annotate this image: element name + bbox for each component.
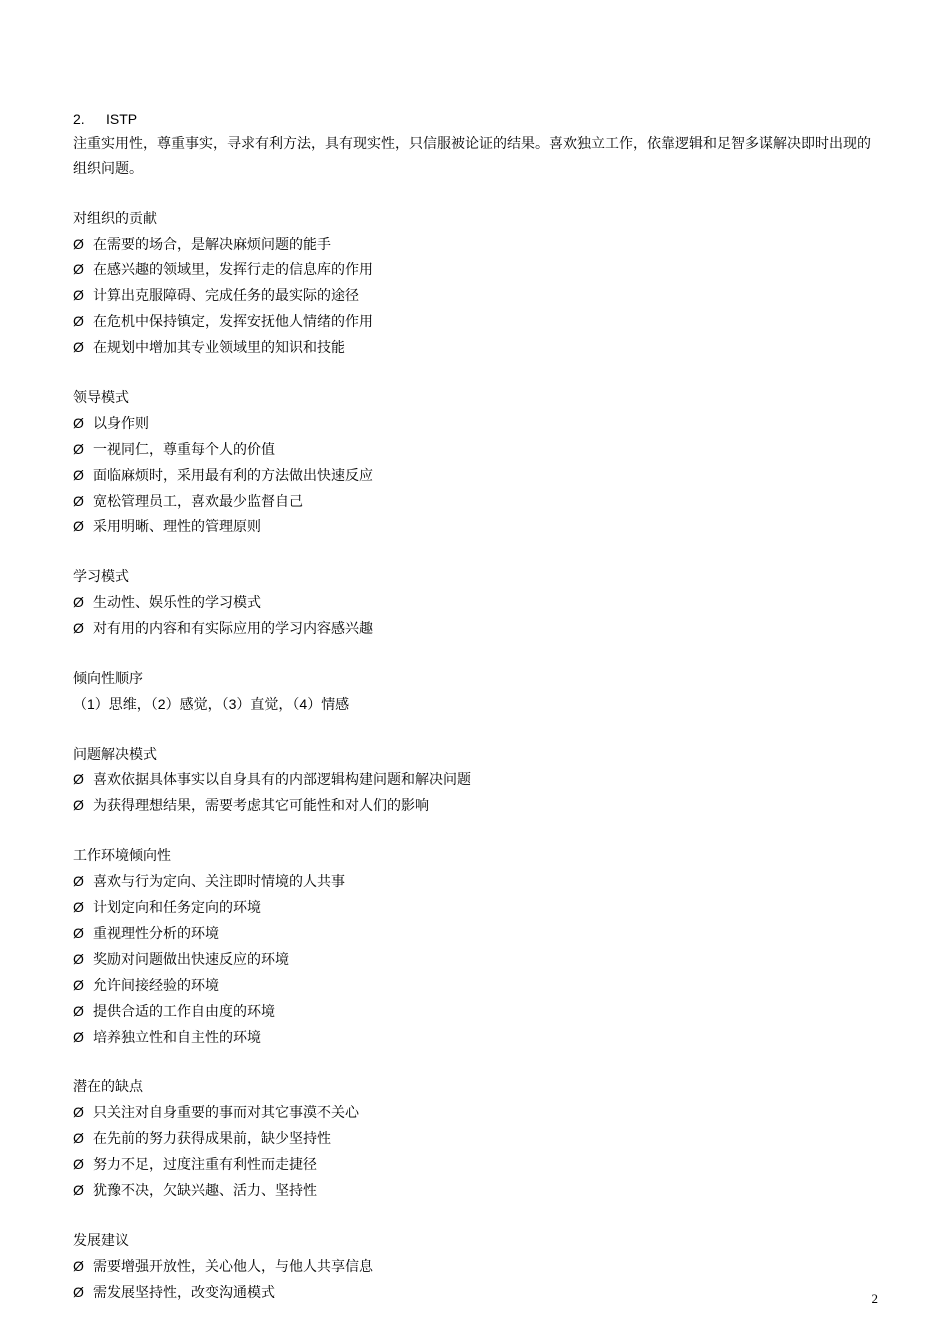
list-item [73,514,881,540]
section-block [73,207,881,361]
section-block [73,743,881,820]
list-item [73,793,881,819]
list-item-text: 在先前的努力获得成果前，缺少坚持性 [93,1131,331,1148]
list-item-text: 计算出克服障碍、完成任务的最实际的途径 [93,288,359,305]
bullet-mark-icon: Ø [73,797,84,814]
list-item-text: 喜欢依据具体事实以自身具有的内部逻辑构建问题和解决问题 [93,772,471,789]
bullet-mark-icon: Ø [73,261,84,278]
list-item-text: 在感兴趣的领域里，发挥行走的信息库的作用 [93,262,373,279]
list-item [73,616,881,642]
section-title: 问题解决模式 [73,746,157,763]
preference-label: 情感 [321,696,350,713]
bullet-mark-icon: Ø [73,440,84,457]
list-item-text: 需要增强开放性，关心他人，与他人共享信息 [93,1258,373,1275]
section-title: 发展建议 [73,1232,129,1249]
section-title: 潜在的缺点 [73,1079,143,1096]
preference-order: （1）思维，（2）感觉，（3）直觉，（4）情感 [73,695,350,713]
list-item [73,232,881,258]
list-item [73,1254,881,1280]
list-item [73,767,881,793]
section-title: 倾向性顺序 [73,670,143,687]
preference-number: 1 [87,695,95,712]
bullet-mark-icon: Ø [73,950,84,967]
preference-number: 3 [228,695,237,712]
list-item-text: 努力不足，过度注重有利性而走捷径 [93,1157,317,1174]
heading-title: ISTP [106,111,138,127]
preference-label: 直觉 [250,696,279,713]
list-item-text: 为获得理想结果，需要考虑其它可能性和对人们的影响 [93,798,429,815]
list-item [73,411,881,437]
list-item [73,895,881,921]
section-block [73,1229,881,1306]
page-number: 2 [871,1291,878,1306]
list-item [73,283,881,309]
list-item-text: 喜欢与行为定向、关注即时情境的人共事 [93,874,345,891]
preference-number: 4 [299,695,308,712]
list-item [73,921,881,947]
bullet-mark-icon: Ø [73,414,84,431]
bullet-mark-icon: Ø [73,924,84,941]
list-item [73,463,881,489]
list-item [73,1178,881,1204]
list-item-text: 奖励对问题做出快速反应的环境 [93,951,289,968]
list-item-text: 面临麻烦时，采用最有利的方法做出快速反应 [93,467,373,484]
bullet-mark-icon: Ø [73,287,84,304]
bullet-mark-icon: Ø [73,1028,84,1045]
list-item-text: 对有用的内容和有实际应用的学习内容感兴趣 [93,621,373,638]
bullet-mark-icon: Ø [73,235,84,252]
preference-label: 思维 [108,696,137,713]
list-item-text: 一视同仁，尊重每个人的价值 [93,441,275,458]
bullet-mark-icon: Ø [73,1283,84,1300]
list-item-text: 宽松管理员工，喜欢最少监督自己 [93,493,303,510]
list-item-text: 只关注对自身重要的事而对其它事漠不关心 [93,1105,359,1122]
list-item-text: 生动性、娱乐性的学习模式 [93,595,261,612]
list-item [73,590,881,616]
list-item [73,489,881,515]
bullet-mark-icon: Ø [73,1104,84,1121]
section-title: 学习模式 [73,569,129,586]
section-title: 领导模式 [73,389,129,406]
bullet-mark-icon: Ø [73,492,84,509]
list-item-text: 在需要的场合，是解决麻烦问题的能手 [93,236,331,253]
bullet-mark-icon: Ø [73,1257,84,1274]
list-item-text: 在危机中保持镇定，发挥安抚他人情绪的作用 [93,314,373,331]
bullet-mark-icon: Ø [73,1181,84,1198]
heading-number: 2. [73,111,85,127]
list-item-text: 培养独立性和自主性的环境 [93,1029,261,1046]
bullet-mark-icon: Ø [73,518,84,535]
bullet-mark-icon: Ø [73,1002,84,1019]
list-item [73,1100,881,1126]
bullet-mark-icon: Ø [73,339,84,356]
section-heading [73,107,881,132]
document-body [73,107,881,1305]
list-item-text: 计划定向和任务定向的环境 [93,900,261,916]
list-item-text: 重视理性分析的环境 [93,925,219,942]
section-block [73,1075,881,1204]
list-item-text: 犹豫不决，欠缺兴趣、活力、坚持性 [93,1182,317,1199]
list-item [73,1280,881,1306]
list-item [73,257,881,283]
list-item [73,335,881,361]
section-block [73,565,881,642]
section-block [73,844,881,1050]
list-item [73,947,881,973]
list-item [73,869,881,895]
list-item [73,973,881,999]
list-item [73,437,881,463]
bullet-mark-icon: Ø [73,899,84,915]
bullet-mark-icon: Ø [73,771,84,788]
bullet-mark-icon: Ø [73,594,84,611]
bullet-mark-icon: Ø [73,873,84,890]
bullet-mark-icon: Ø [73,620,84,637]
bullet-mark-icon: Ø [73,466,84,483]
section-title: 对组织的贡献 [73,210,157,227]
bullet-mark-icon: Ø [73,1130,84,1147]
preference-number: 2 [157,695,166,712]
list-item-text: 在规划中增加其专业领域里的知识和技能 [93,340,345,357]
section-title: 工作环境倾向性 [73,848,171,865]
bullet-mark-icon: Ø [73,313,84,330]
list-item [73,1152,881,1178]
bullet-mark-icon: Ø [73,1156,84,1173]
list-item [73,1025,881,1051]
bullet-mark-icon: Ø [73,976,84,993]
preference-label: 感觉 [179,696,208,713]
section-block [73,667,881,718]
list-item-text: 提供合适的工作自由度的环境 [93,1003,275,1020]
list-item [73,1126,881,1152]
section-block [73,386,881,540]
list-item-text: 允许间接经验的环境 [93,977,219,994]
list-item-text: 以身作则 [93,415,149,432]
sections [73,207,881,1306]
list-item-text: 采用明晰、理性的管理原则 [93,519,261,536]
intro-paragraph: 注重实用性，尊重事实，寻求有利方法，具有现实性，只信服被论证的结果。喜欢独立工作，依靠逻辑和足智多谋解决即时出现的组织问题。 [73,135,871,177]
list-item [73,309,881,335]
list-item [73,999,881,1025]
list-item-text: 需发展坚持性，改变沟通模式 [93,1284,275,1301]
